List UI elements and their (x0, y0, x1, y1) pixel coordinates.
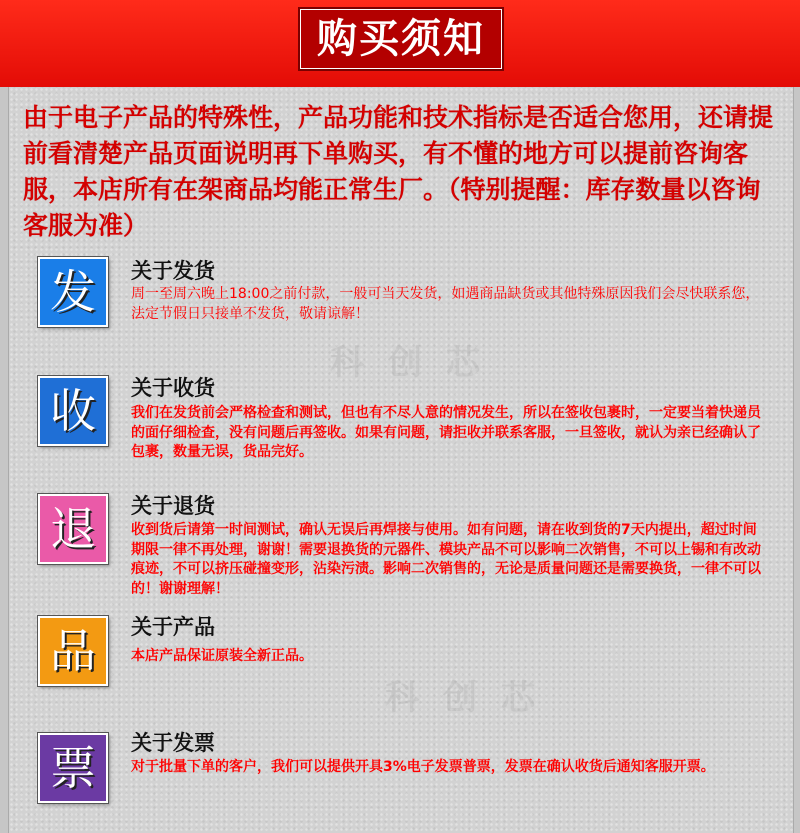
watermark: 科创芯 (385, 678, 559, 718)
product-badge-icon: 品 (38, 616, 108, 686)
page-title: 购买须知 (300, 9, 502, 69)
section-title: 关于产品 (131, 614, 215, 639)
section-title: 关于退货 (131, 493, 215, 518)
section-body: 收到货后请第一时间测试，确认无误后再焊接与使用。如有问题，请在收到货的7天内提出，超过时间期限一律不再处理，谢谢！需要退换货的元器件、模块产品不可以影响二次销售，不可以上锡和有改动痕迹，不可以挤压碰撞变形，沾染污渍。影响二次销售的，无论是质量问题还是需要换货，一律不可以的！谢谢理解！ (131, 522, 761, 597)
section-title: 关于发货 (131, 258, 215, 283)
intro-notice: 由于电子产品的特殊性，产品功能和技术指标是否适合您用，还请提前看清楚产品页面说明再下单购买，有不懂的地方可以提前咨询客服，本店所有在架商品均能正常生厂。（特别提醒：库存数量以咨询客服为准） (23, 103, 774, 240)
watermark: 科创芯 (330, 343, 504, 383)
section-body: 我们在发货前会严格检查和测试，但也有不尽人意的情况发生，所以在签收包裹时，一定要当着快递员的面仔细检查，没有问题后再签收。如果有问题，请拒收并联系客服，一旦签收，就认为亲已经确认了包裹，数量无误，货品完好。 (131, 405, 761, 460)
returns-badge-icon: 退 (38, 494, 108, 564)
receiving-badge-icon: 收 (38, 376, 108, 446)
section-body: 对于批量下单的客户，我们可以提供开具3%电子发票普票，发票在确认收货后通知客服开票。 (131, 759, 715, 775)
invoice-badge-icon: 票 (38, 733, 108, 803)
section-body: 本店产品保证原装全新正品。 (131, 648, 313, 664)
section-title: 关于发票 (131, 730, 215, 755)
shipping-badge-icon: 发 (38, 257, 108, 327)
section-title: 关于收货 (131, 375, 215, 400)
header-bar (0, 0, 800, 87)
section-body: 周一至周六晚上18:00之前付款，一般可当天发货，如遇商品缺货或其他特殊原因我们会尽快联系您，法定节假日只接单不发货，敬请谅解！ (131, 286, 760, 322)
